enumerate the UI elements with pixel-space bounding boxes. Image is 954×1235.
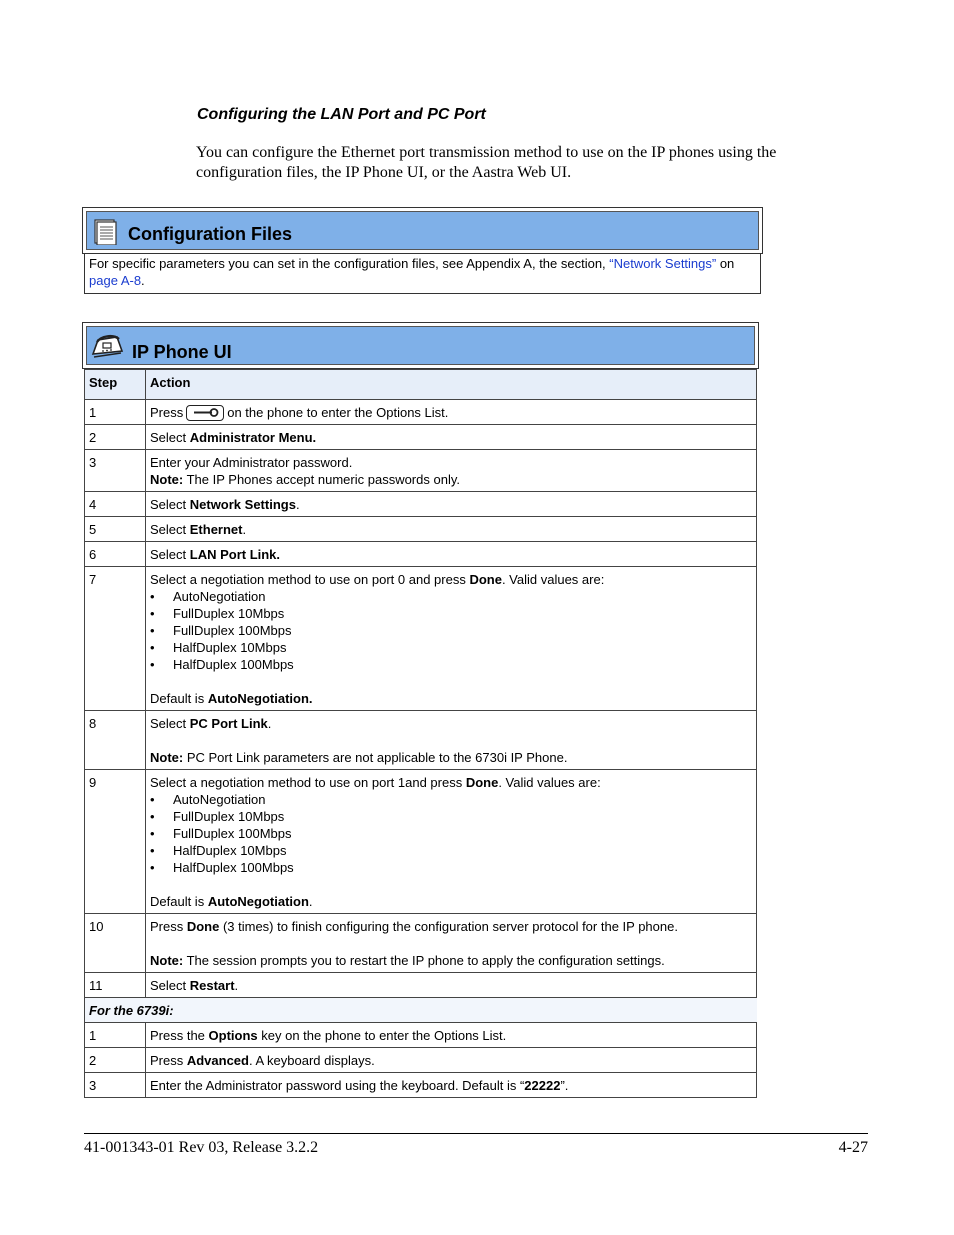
document-icon — [93, 219, 117, 250]
ip-phone-ui-title: IP Phone UI — [132, 342, 232, 362]
step-action — [146, 400, 757, 425]
table-row — [85, 1073, 757, 1098]
table-row — [85, 492, 757, 517]
action-text: Select — [150, 522, 190, 537]
col-step-header: Step — [85, 370, 146, 400]
configuration-files-body — [84, 253, 761, 294]
table-row — [85, 711, 757, 770]
configuration-files-title: Configuration Files — [128, 224, 292, 244]
table-row — [85, 1023, 757, 1048]
step-number: 6 — [85, 542, 146, 567]
action-text: Default is — [150, 691, 208, 706]
action-bold: Network Settings — [189, 497, 296, 512]
cf-body-prefix: For specific parameters you can set in the configuration files, see Appendix A, the section, — [89, 256, 610, 271]
action-text: Select a negotiation method to use on port 1and press — [150, 775, 466, 790]
step-action — [146, 492, 757, 517]
page-a8-link[interactable]: page A-8 — [89, 273, 142, 288]
configuration-files-header — [82, 207, 763, 254]
action-bold: Administrator Menu. — [189, 430, 317, 445]
step-number: 11 — [85, 973, 146, 998]
list-item: • AutoNegotiation — [150, 791, 752, 808]
step-action — [146, 711, 757, 770]
list-item: • HalfDuplex 100Mbps — [150, 859, 752, 876]
table-row — [85, 400, 757, 425]
table-header-row — [85, 370, 757, 400]
step-number: 7 — [85, 567, 146, 711]
table-row — [85, 542, 757, 567]
note-text: PC Port Link parameters are not applicable to the 6730i IP Phone. — [183, 750, 568, 765]
intro-paragraph: You can configure the Ethernet port transmission method to use on the IP phones using the configuration files, the IP Phone UI, or the Aastra Web UI. — [196, 144, 777, 181]
values-list — [150, 791, 752, 876]
action-text: Select a negotiation method to use on port 0 and press — [150, 572, 470, 587]
cf-body-suffix: . — [141, 273, 145, 288]
step-number: 10 — [85, 914, 146, 973]
list-item: • FullDuplex 10Mbps — [150, 808, 752, 825]
step-action — [146, 425, 757, 450]
action-bold: LAN Port Link. — [189, 547, 281, 562]
col-action-header: Action — [146, 370, 757, 400]
step-action — [146, 517, 757, 542]
table-row — [85, 914, 757, 973]
note-label: Note: — [150, 750, 184, 765]
step-number: 2 — [85, 425, 146, 450]
ip-phone-ui-header — [82, 322, 759, 369]
cf-body-mid: on — [716, 256, 735, 271]
table-row — [85, 517, 757, 542]
section-heading: Configuring the LAN Port and PC Port — [197, 106, 486, 123]
action-text: Press — [150, 919, 187, 934]
list-item: • HalfDuplex 10Mbps — [150, 639, 752, 656]
footer-doc-id: 41-001343-01 Rev 03, Release 3.2.2 — [84, 1139, 319, 1156]
phone-icon — [89, 334, 125, 365]
action-text: on the phone to enter the Options List. — [227, 405, 449, 420]
steps-table — [84, 369, 757, 1098]
action-text: Press — [150, 1053, 187, 1068]
table-row — [85, 1048, 757, 1073]
action-text: Select — [150, 497, 190, 512]
list-item: • FullDuplex 100Mbps — [150, 622, 752, 639]
note-label: Note: — [150, 472, 184, 487]
footer-page-number: 4-27 — [838, 1139, 868, 1156]
subheading-6739i: For the 6739i: — [85, 998, 757, 1023]
step-number: 5 — [85, 517, 146, 542]
action-text: . A keyboard displays. — [248, 1053, 375, 1068]
action-text: (3 times) to finish configuring the configuration server protocol for the IP phone. — [219, 919, 678, 934]
action-bold: AutoNegotiation. — [207, 691, 313, 706]
action-text: Enter your Administrator password. — [150, 455, 353, 470]
step-action — [146, 542, 757, 567]
action-text: . — [234, 978, 239, 993]
step-action — [146, 770, 757, 914]
action-text: Press the — [150, 1028, 209, 1043]
list-item: • HalfDuplex 10Mbps — [150, 842, 752, 859]
action-bold: Restart — [189, 978, 235, 993]
step-number: 1 — [85, 1023, 146, 1048]
step-number: 1 — [85, 400, 146, 425]
step-number: 3 — [85, 1073, 146, 1098]
action-text: Enter the Administrator password using the keyboard. Default is “ — [150, 1078, 525, 1093]
action-text: . Valid values are: — [501, 572, 605, 587]
action-bold: 22222 — [524, 1078, 561, 1093]
note-label: Note: — [150, 953, 184, 968]
action-bold: AutoNegotiation — [207, 894, 309, 909]
table-row — [85, 770, 757, 914]
action-text: Default is — [150, 894, 208, 909]
step-action — [146, 450, 757, 492]
action-text: . — [295, 497, 300, 512]
action-text: . — [267, 716, 272, 731]
step-number: 2 — [85, 1048, 146, 1073]
step-action — [146, 973, 757, 998]
values-list — [150, 588, 752, 673]
action-text: . — [308, 894, 313, 909]
step-action — [146, 567, 757, 711]
list-item: • FullDuplex 10Mbps — [150, 605, 752, 622]
table-row — [85, 973, 757, 998]
action-text: key on the phone to enter the Options List. — [257, 1028, 507, 1043]
step-action — [146, 1073, 757, 1098]
action-text: Select — [150, 978, 190, 993]
footer-divider — [84, 1133, 868, 1134]
step-action — [146, 914, 757, 973]
action-bold: Advanced — [186, 1053, 249, 1068]
list-item: • AutoNegotiation — [150, 588, 752, 605]
list-item: • FullDuplex 100Mbps — [150, 825, 752, 842]
action-bold: Done — [469, 572, 502, 587]
action-text: Select — [150, 716, 190, 731]
action-text: Press — [150, 405, 184, 420]
step-action — [146, 1023, 757, 1048]
action-text: Select — [150, 547, 190, 562]
action-bold: Options — [208, 1028, 258, 1043]
step-number: 8 — [85, 711, 146, 770]
step-number: 3 — [85, 450, 146, 492]
action-text: . — [242, 522, 247, 537]
step-action — [146, 1048, 757, 1073]
note-text: The IP Phones accept numeric passwords only. — [183, 472, 460, 487]
action-bold: Done — [465, 775, 499, 790]
table-row — [85, 425, 757, 450]
step-number: 9 — [85, 770, 146, 914]
action-bold: Ethernet — [189, 522, 243, 537]
table-row — [85, 450, 757, 492]
action-bold: PC Port Link — [189, 716, 268, 731]
action-text: Select — [150, 430, 190, 445]
list-item: • HalfDuplex 100Mbps — [150, 656, 752, 673]
note-text: The session prompts you to restart the IP phone to apply the configuration settings. — [183, 953, 665, 968]
action-text: ”. — [560, 1078, 569, 1093]
action-text: . Valid values are: — [498, 775, 601, 790]
options-key-icon — [186, 405, 224, 421]
subheading-row — [85, 998, 757, 1023]
table-row — [85, 567, 757, 711]
step-number: 4 — [85, 492, 146, 517]
network-settings-link[interactable]: “Network Settings” — [609, 256, 717, 271]
action-bold: Done — [186, 919, 220, 934]
